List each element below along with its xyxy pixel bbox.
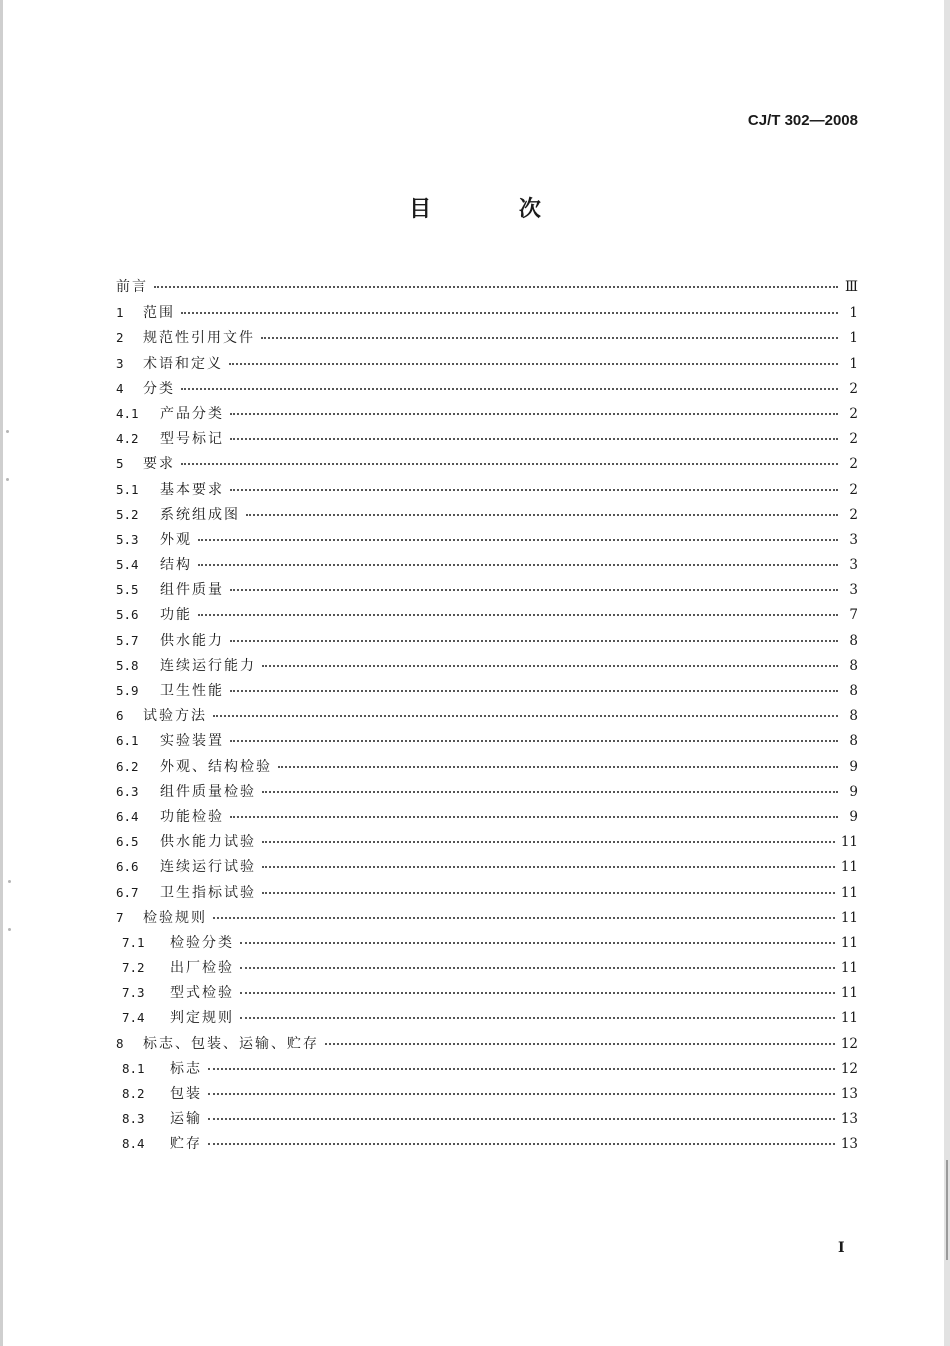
- toc-entry-page: 12: [840, 1035, 858, 1052]
- toc-entry[interactable]: [116, 376, 858, 401]
- toc-entry[interactable]: [116, 1106, 858, 1131]
- toc-entry-number: 6.7: [116, 884, 139, 900]
- toc-entry[interactable]: [116, 1056, 858, 1081]
- toc-entry-page: 1: [849, 305, 858, 322]
- toc-entry-page: 8: [849, 708, 858, 725]
- toc-entry-number: 3: [116, 355, 124, 371]
- toc-entry-title: 产品分类: [160, 405, 224, 422]
- dot-leader: [230, 412, 838, 415]
- toc-entry-title: 卫生性能: [160, 683, 224, 699]
- dot-leader: [230, 739, 838, 742]
- toc-entry-page: 11: [840, 985, 858, 1002]
- toc-entry-title: 包装: [170, 1086, 202, 1102]
- toc-entry-title: 功能: [160, 607, 192, 624]
- dot-leader: [208, 1067, 835, 1070]
- toc-entry-page: 11: [840, 1010, 858, 1027]
- dot-leader: [240, 991, 835, 994]
- toc-entry-page: 1: [849, 330, 858, 347]
- toc-entry[interactable]: [116, 779, 858, 804]
- toc-entry-page: 8: [849, 683, 858, 699]
- dot-leader: [198, 613, 838, 616]
- toc-entry-title: 组件质量检验: [160, 783, 256, 800]
- toc-entry-title: 试验方法: [143, 708, 207, 725]
- toc-entry-number: 4.1: [116, 405, 139, 421]
- dot-leader: [213, 916, 835, 919]
- toc-entry[interactable]: [116, 880, 858, 905]
- toc-entry[interactable]: [116, 754, 858, 779]
- table-of-contents: [116, 275, 858, 1157]
- toc-entry-number: 2: [116, 330, 124, 346]
- scan-speck: [6, 430, 9, 433]
- dot-leader: [240, 966, 835, 969]
- toc-entry-number: 6.4: [116, 808, 139, 824]
- toc-entry[interactable]: [116, 703, 858, 728]
- toc-entry-page: 13: [840, 1136, 858, 1153]
- dot-leader: [262, 790, 838, 793]
- toc-entry[interactable]: [116, 502, 858, 527]
- toc-entry[interactable]: [116, 426, 858, 451]
- toc-entry-page: Ⅲ: [844, 279, 858, 295]
- toc-entry-title: 规范性引用文件: [143, 330, 255, 347]
- dot-leader: [230, 639, 838, 642]
- dot-leader: [261, 336, 838, 339]
- toc-entry-title: 系统组成图: [160, 506, 240, 523]
- toc-entry[interactable]: [116, 804, 858, 829]
- toc-entry[interactable]: [116, 728, 858, 753]
- toc-entry[interactable]: [116, 980, 858, 1005]
- toc-entry-number: 6.5: [116, 834, 139, 850]
- toc-entry[interactable]: [116, 905, 858, 930]
- toc-entry-title: 连续运行试验: [160, 859, 256, 876]
- dot-leader: [198, 538, 838, 541]
- dot-leader: [198, 563, 838, 566]
- toc-entry[interactable]: [116, 325, 858, 350]
- toc-entry-number: 6: [116, 708, 124, 724]
- dot-leader: [208, 1092, 835, 1095]
- toc-entry-page: 9: [849, 783, 858, 800]
- toc-entry-number: 6.3: [116, 783, 139, 799]
- toc-entry-title: 外观: [160, 531, 192, 548]
- toc-entry[interactable]: [116, 527, 858, 552]
- toc-entry-number: 8.2: [122, 1086, 145, 1101]
- toc-entry-number: 5.8: [116, 657, 139, 673]
- toc-entry-number: 5.6: [116, 607, 139, 623]
- scan-speck: [8, 928, 11, 931]
- toc-entry-title: 功能检验: [160, 808, 224, 825]
- toc-entry-page: 11: [840, 934, 858, 951]
- toc-entry-number: 5.2: [116, 506, 139, 522]
- scan-speck: [6, 478, 9, 481]
- dot-leader: [230, 689, 838, 692]
- toc-entry-title: 型号标记: [160, 431, 224, 448]
- dot-leader: [181, 311, 838, 314]
- toc-entry-title: 卫生指标试验: [160, 884, 256, 901]
- dot-leader: [246, 513, 838, 516]
- toc-entry-number: 5.4: [116, 557, 139, 573]
- toc-entry-title: 组件质量: [160, 582, 224, 599]
- dot-leader: [262, 664, 838, 667]
- toc-entry-page: 9: [849, 808, 858, 825]
- dot-leader: [262, 865, 835, 868]
- toc-entry-page: 11: [840, 884, 858, 901]
- toc-entry-title: 检验分类: [170, 934, 234, 951]
- toc-entry-title: 判定规则: [170, 1010, 234, 1027]
- toc-entry[interactable]: [116, 401, 858, 426]
- toc-entry-page: 11: [840, 859, 858, 876]
- toc-entry-number: 6.1: [116, 733, 139, 749]
- toc-entry-title: 供水能力试验: [160, 834, 256, 851]
- toc-entry-number: 7.3: [122, 985, 145, 1001]
- dot-leader: [325, 1042, 835, 1045]
- toc-entry-number: 5.7: [116, 632, 139, 648]
- dot-leader: [181, 462, 838, 465]
- toc-entry[interactable]: [116, 1131, 858, 1156]
- toc-entry-title: 分类: [143, 380, 175, 397]
- toc-title: 目 次: [409, 197, 581, 222]
- toc-entry-number: 7.1: [122, 934, 145, 950]
- dot-leader: [181, 387, 838, 390]
- toc-entry-page: 2: [849, 380, 858, 397]
- toc-entry-page: 2: [849, 481, 858, 498]
- toc-entry-title: 范围: [143, 305, 175, 322]
- toc-entry-number: 8.3: [122, 1111, 145, 1127]
- toc-entry-number: 8: [116, 1035, 124, 1051]
- toc-entry-page: 13: [840, 1111, 858, 1128]
- toc-entry-title: 要求: [143, 456, 175, 473]
- toc-entry-number: 7: [116, 909, 124, 925]
- toc-entry-number: 5.9: [116, 683, 139, 698]
- toc-entry[interactable]: [116, 602, 858, 627]
- toc-entry-page: 1: [849, 355, 858, 372]
- toc-entry-number: 7.4: [122, 1010, 145, 1026]
- toc-entry[interactable]: [116, 653, 858, 678]
- toc-entry[interactable]: [116, 829, 858, 854]
- dot-leader: [240, 1016, 835, 1019]
- toc-entry-page: 13: [840, 1086, 858, 1102]
- toc-entry[interactable]: [116, 300, 858, 325]
- toc-entry-page: 3: [849, 582, 858, 599]
- toc-entry-title: 运输: [170, 1111, 202, 1128]
- toc-entry[interactable]: [116, 552, 858, 577]
- toc-entry[interactable]: [116, 477, 858, 502]
- toc-entry-number: 8.1: [122, 1060, 145, 1076]
- toc-entry-title: 前言: [116, 279, 148, 295]
- toc-entry[interactable]: [116, 678, 858, 703]
- dot-leader: [262, 840, 835, 843]
- dot-leader: [230, 488, 838, 491]
- toc-entry-page: 3: [849, 557, 858, 574]
- toc-entry-number: 5.3: [116, 531, 139, 547]
- toc-entry[interactable]: [116, 1081, 858, 1106]
- toc-entry[interactable]: [116, 351, 858, 376]
- toc-entry-number: 6.2: [116, 758, 139, 774]
- toc-entry[interactable]: [116, 930, 858, 955]
- toc-entry-page: 8: [849, 632, 858, 649]
- dot-leader: [240, 941, 835, 944]
- toc-entry[interactable]: [116, 1031, 858, 1056]
- toc-entry-title: 术语和定义: [143, 355, 223, 372]
- dot-leader: [230, 815, 838, 818]
- toc-entry-title: 型式检验: [170, 985, 234, 1002]
- toc-entry-number: 4.2: [116, 431, 139, 447]
- toc-entry-number: 7.2: [122, 960, 145, 976]
- dot-leader: [154, 285, 838, 288]
- toc-entry[interactable]: [116, 451, 858, 476]
- dot-leader: [208, 1142, 835, 1145]
- toc-entry-title: 出厂检验: [170, 960, 234, 977]
- toc-entry-page: 8: [849, 733, 858, 750]
- dot-leader: [262, 891, 835, 894]
- toc-entry[interactable]: [116, 275, 858, 300]
- toc-entry-page: 8: [849, 657, 858, 674]
- toc-entry-page: 2: [849, 506, 858, 523]
- standard-code: CJ/T 302—2008: [747, 112, 858, 129]
- toc-entry[interactable]: [116, 577, 858, 602]
- toc-entry-number: 1: [116, 305, 124, 321]
- toc-entry-title: 标志: [170, 1060, 202, 1077]
- toc-entry-title: 基本要求: [160, 481, 224, 498]
- toc-entry-title: 供水能力: [160, 632, 224, 649]
- toc-entry-number: 5: [116, 456, 124, 472]
- toc-entry-page: 9: [849, 758, 858, 775]
- toc-entry-number: 5.1: [116, 481, 139, 497]
- toc-entry-number: 8.4: [122, 1136, 145, 1152]
- toc-entry-title: 连续运行能力: [160, 657, 256, 674]
- toc-entry-page: 2: [849, 405, 858, 422]
- toc-entry-title: 实验装置: [160, 733, 224, 750]
- toc-entry-title: 贮存: [170, 1136, 202, 1153]
- toc-entry-title: 标志、包装、运输、贮存: [143, 1035, 319, 1052]
- scan-speck: [8, 880, 11, 883]
- toc-entry-page: 2: [849, 431, 858, 448]
- toc-entry-title: 检验规则: [143, 909, 207, 926]
- toc-entry-title: 结构: [160, 557, 192, 574]
- dot-leader: [229, 362, 838, 365]
- toc-entry-title: 外观、结构检验: [160, 758, 272, 775]
- toc-entry-number: 5.5: [116, 582, 139, 598]
- toc-entry[interactable]: [116, 1005, 858, 1030]
- toc-entry-page: 11: [840, 909, 858, 926]
- toc-entry-page: 7: [849, 607, 858, 624]
- toc-entry-page: 11: [840, 834, 858, 851]
- toc-entry[interactable]: [116, 854, 858, 879]
- toc-entry-page: 11: [840, 960, 858, 977]
- dot-leader: [230, 588, 838, 591]
- dot-leader: [278, 765, 838, 768]
- dot-leader: [208, 1117, 835, 1120]
- toc-entry-page: 2: [849, 456, 858, 473]
- dot-leader: [213, 714, 838, 717]
- page-number: I: [838, 1240, 845, 1256]
- toc-entry-page: 12: [840, 1060, 858, 1077]
- toc-entry[interactable]: [116, 628, 858, 653]
- dot-leader: [230, 437, 838, 440]
- toc-entry-page: 3: [849, 531, 858, 548]
- toc-entry[interactable]: [116, 955, 858, 980]
- toc-entry-number: 6.6: [116, 859, 139, 875]
- toc-entry-number: 4: [116, 380, 124, 396]
